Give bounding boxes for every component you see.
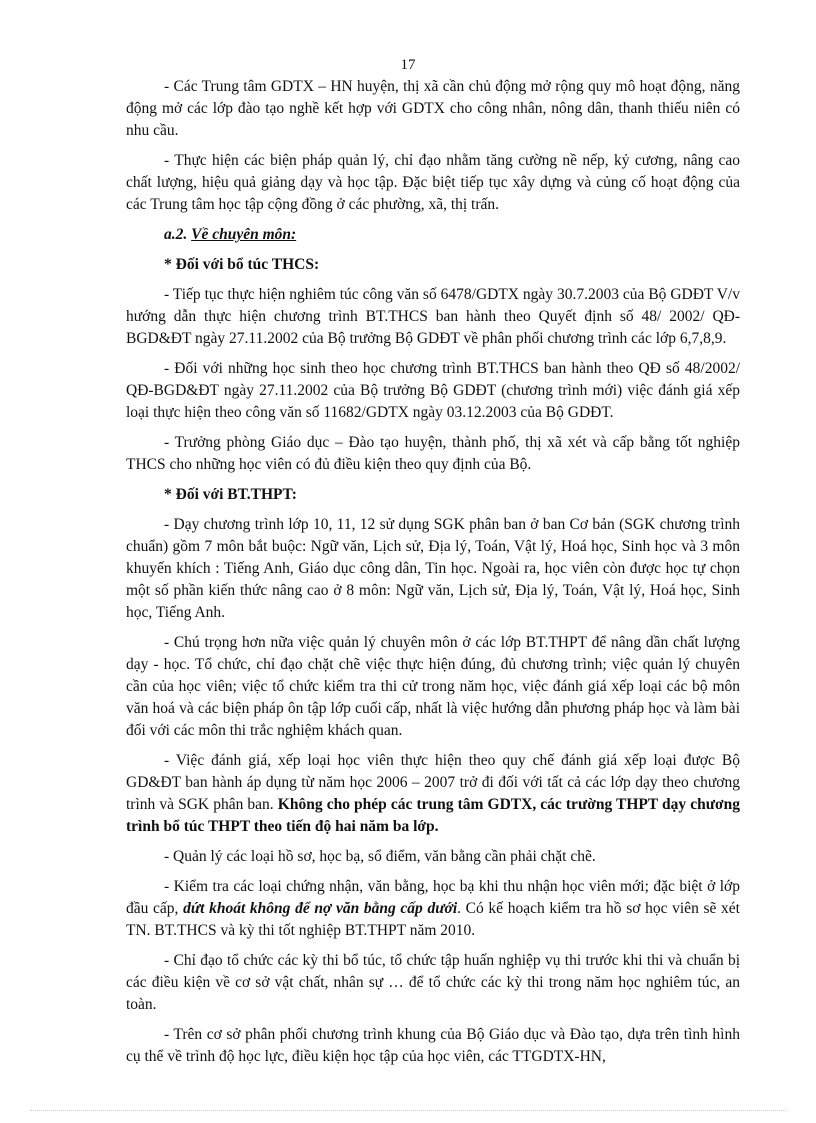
certificate-emphasis: dứt khoát không để nợ văn bằng cấp dưới bbox=[183, 900, 458, 917]
paragraph-gdtx-centers: - Các Trung tâm GDTX – HN huyện, thị xã cần chủ động mở rộng quy mô hoạt động, năng động mở các lớp đào tạo nghề kết hợp với GDTX cho công nhân, nông dân, thanh thiếu niên có nhu cầu. bbox=[126, 78, 740, 139]
paragraph-thcs-assessment: - Đối với những học sinh theo học chương trình BT.THCS ban hành theo QĐ số 48/2002/ QĐ-BGD&ĐT ngày 27.11.2002 của Bộ trưởng Bộ GDĐT (chương trình mới) việc đánh giá xếp loại thực hiện theo công văn số 11682/GDTX ngày 03.12.2003 của Bộ GDĐT. bbox=[126, 360, 740, 421]
paragraph-curriculum-framework: - Trên cơ sở phân phối chương trình khung của Bộ Giáo dục và Đào tạo, dựa trên tình hình cụ thể về trình độ học lực, điều kiện học tập của học viên, các TTGDTX-HN, bbox=[126, 1026, 740, 1065]
document-body bbox=[126, 76, 740, 1076]
paragraph-thpt-quality: - Chú trọng hơn nữa việc quản lý chuyên môn ở các lớp BT.THPT để nâng dần chất lượng dạy - học. Tổ chức, chỉ đạo chặt chẽ việc thực hiện đúng, đủ chương trình; việc quản lý chuyên cần của học viên; việc tổ chức kiểm tra thi cử trong năm học, việc đánh giá xếp loại các bộ môn văn hoá và các biện pháp ôn tập lớp cuối cấp, nhất là việc hướng dẫn phương pháp học và làm bài đối với các môn thi trắc nghiệm khách quan. bbox=[126, 634, 740, 739]
paragraph-thpt-curriculum: - Dạy chương trình lớp 10, 11, 12 sử dụng SGK phân ban ở ban Cơ bản (SGK chương trình chuẩn) gồm 7 môn bắt buộc: Ngữ văn, Lịch sử, Địa lý, Toán, Vật lý, Hoá học, Sinh học và 3 môn khuyến khích : Tiếng Anh, Giáo dục công dân, Tin học. Ngoài ra, học viên còn được học tự chọn một số phần kiến thức nâng cao ở 8 môn: Ngữ văn, Lịch sử, Địa lý, Toán, Vật lý, Hoá học, Sinh học, Tiếng Anh. bbox=[126, 516, 740, 621]
paragraph-thcs-diploma: - Trưởng phòng Giáo dục – Đào tạo huyện, thành phố, thị xã xét và cấp bằng tốt nghiệp THCS cho những học viên có đủ điều kiện theo quy định của Bộ. bbox=[126, 434, 740, 473]
page-bottom-divider bbox=[30, 1110, 786, 1111]
paragraph-management-measures: - Thực hiện các biện pháp quản lý, chỉ đạo nhằm tăng cường nề nếp, kỷ cương, nâng cao chất lượng, hiệu quả giảng dạy và học tập. Đặc biệt tiếp tục xây dựng và củng cố hoạt động của các Trung tâm học tập cộng đồng ở các phường, xã, thị trấn. bbox=[126, 152, 740, 213]
paragraph-records-management: - Quản lý các loại hồ sơ, học bạ, sổ điểm, văn bằng cần phải chặt chẽ. bbox=[164, 848, 596, 865]
section-number: a.2. bbox=[164, 226, 188, 243]
evaluation-prohibition: Không cho phép các trung tâm GDTX, các trường THPT dạy chương trình bổ túc THPT theo tiến độ hai năm ba lớp. bbox=[126, 796, 741, 835]
certificate-text-b: . Có kế hoạch kiểm tra hồ sơ học viên sẽ xét TN. BT.THCS và kỳ thi tốt nghiệp BT.THPT năm 2010. bbox=[126, 900, 740, 939]
paragraph-thpt-evaluation bbox=[126, 750, 740, 838]
subheading-thpt: * Đối với BT.THPT: bbox=[164, 486, 297, 503]
subheading-thcs: * Đối với bổ túc THCS: bbox=[164, 256, 320, 273]
page-number: 17 bbox=[400, 57, 416, 73]
section-heading-professional bbox=[126, 224, 740, 246]
certificate-text-a: - Kiểm tra các loại chứng nhận, văn bằng, học bạ khi thu nhận học viên mới; đặc biệt ở lớp đầu cấp, bbox=[126, 878, 740, 917]
paragraph-thcs-official-letter: - Tiếp tục thực hiện nghiêm túc công văn số 6478/GDTX ngày 30.7.2003 của Bộ GDĐT V/v hướng dẫn thực hiện chương trình BT.THCS ban hành theo Quyết định số 48/ 2002/ QĐ-BGD&ĐT ngày 27.11.2002 của Bộ trưởng Bộ GDĐT về phân phối chương trình các lớp 6,7,8,9. bbox=[126, 286, 740, 347]
paragraph-certificate-check bbox=[126, 876, 740, 942]
paragraph-exam-organization: - Chỉ đạo tổ chức các kỳ thi bổ túc, tổ chức tập huấn nghiệp vụ thi trước khi thi và chuẩn bị các điều kiện về cơ sở vật chất, nhân sự … để tổ chức các kỳ thi trong năm học nghiêm túc, an toàn. bbox=[126, 952, 740, 1013]
section-title: Về chuyên môn: bbox=[191, 226, 297, 243]
evaluation-text: - Việc đánh giá, xếp loại học viên thực hiện theo quy chế đánh giá xếp loại được Bộ GD&ĐT ban hành áp dụng từ năm học 2006 – 2007 trở đi đối với tất cả các lớp dạy theo chương trình và SGK phân ban. bbox=[126, 752, 740, 813]
